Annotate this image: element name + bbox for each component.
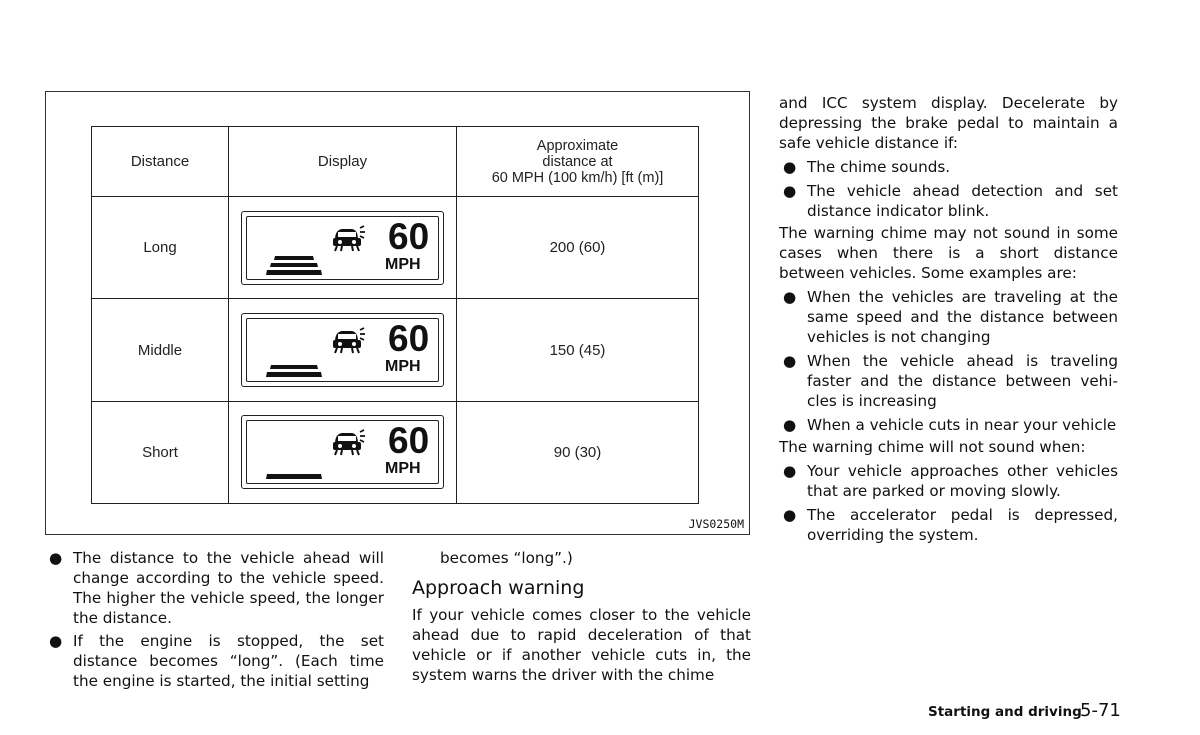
table-header-row bbox=[92, 127, 699, 197]
bullet-icon: ● bbox=[783, 158, 797, 176]
table-row-short bbox=[92, 401, 699, 503]
will-not-sound-paragraph: The warning chime will not sound when: bbox=[779, 438, 1086, 456]
bullet-icon: ● bbox=[783, 288, 797, 306]
speed-value: 60 bbox=[388, 215, 430, 257]
list-item bbox=[779, 505, 1118, 545]
bullet-text: When the vehicle ahead is traveling faster and the distance between vehi-cles is increasing bbox=[807, 352, 1118, 410]
distance-bar-icon bbox=[264, 252, 324, 280]
bullet-text: The chime sounds. bbox=[807, 158, 951, 176]
list-item bbox=[779, 157, 1118, 177]
bullet-icon: ● bbox=[783, 506, 797, 524]
icc-display-long bbox=[241, 211, 444, 285]
bullet-text: If the engine is stopped, the set distance becomes “long”. (Each time the engine is started, the initial setting bbox=[73, 632, 384, 690]
table-row-middle bbox=[92, 299, 699, 401]
header-approx-line2: distance at bbox=[542, 153, 613, 170]
bullet-text: When the vehicles are traveling at the same speed and the distance between vehicles is not changing bbox=[807, 288, 1118, 346]
vehicle-ahead-icon bbox=[332, 428, 366, 456]
bullet-icon: ● bbox=[783, 182, 797, 200]
approach-warning-paragraph: If your vehicle comes closer to the vehicle ahead due to rapid deceleration of that vehicle or if another vehicle cuts in, the system warns the driver with the chime bbox=[412, 606, 751, 684]
footer-section-title: Starting and driving bbox=[928, 704, 1082, 720]
vehicle-ahead-icon bbox=[332, 224, 366, 252]
left-column bbox=[45, 548, 384, 694]
speed-value: 60 bbox=[388, 318, 430, 360]
intro-paragraph: and ICC system display. Decelerate by depressing the brake pedal to maintain a safe vehicle distance if: bbox=[779, 94, 1118, 152]
list-item bbox=[779, 351, 1118, 411]
right-column bbox=[779, 91, 1118, 545]
distance-table bbox=[91, 126, 699, 504]
list-item bbox=[779, 415, 1118, 435]
row-label: Long bbox=[92, 197, 229, 299]
speed-unit: MPH bbox=[385, 358, 421, 376]
header-distance: Distance bbox=[92, 127, 229, 197]
display-cell bbox=[229, 299, 457, 401]
header-display: Display bbox=[229, 127, 457, 197]
distance-bar-icon bbox=[264, 354, 324, 382]
list-item bbox=[779, 287, 1118, 347]
row-label: Short bbox=[92, 401, 229, 503]
bullet-icon: ● bbox=[783, 416, 797, 434]
vehicle-ahead-icon bbox=[332, 326, 366, 354]
speed-value: 60 bbox=[388, 420, 430, 462]
list-item bbox=[779, 461, 1118, 501]
bullet-icon: ● bbox=[49, 549, 63, 567]
bullet-icon: ● bbox=[49, 632, 63, 650]
row-label: Middle bbox=[92, 299, 229, 401]
bullet-text: The accelerator pedal is depressed, overriding the system. bbox=[807, 506, 1118, 544]
row-distance: 150 (45) bbox=[457, 299, 699, 401]
distance-figure bbox=[45, 91, 750, 535]
table-row-long bbox=[92, 197, 699, 299]
distance-bar-icon bbox=[264, 456, 324, 484]
speed-unit: MPH bbox=[385, 255, 421, 273]
header-approx-line1: Approximate bbox=[536, 137, 619, 154]
may-not-sound-paragraph: The warning chime may not sound in some cases when there is a short distance between vehicles. Some examples are: bbox=[779, 224, 1118, 282]
header-approx-line3: 60 MPH (100 km/h) [ft (m)] bbox=[491, 169, 664, 186]
row-distance: 90 (30) bbox=[457, 401, 699, 503]
list-item bbox=[779, 181, 1118, 221]
continuation-text: becomes “long”.) bbox=[440, 549, 573, 567]
row-distance: 200 (60) bbox=[457, 197, 699, 299]
list-item bbox=[45, 548, 384, 628]
icc-display-short bbox=[241, 415, 444, 489]
bullet-text: Your vehicle approaches other vehicles that are parked or moving slowly. bbox=[807, 462, 1118, 500]
bullet-icon: ● bbox=[783, 352, 797, 370]
bullet-text: When a vehicle cuts in near your vehicle bbox=[807, 416, 1117, 434]
middle-column bbox=[412, 548, 751, 685]
icc-display-middle bbox=[241, 313, 444, 387]
list-item bbox=[45, 631, 384, 691]
speed-unit: MPH bbox=[385, 460, 421, 478]
figure-code: JVS0250M bbox=[688, 517, 744, 531]
section-heading: Approach warning bbox=[412, 577, 585, 599]
header-approx-distance bbox=[457, 127, 699, 197]
page-number: 5-71 bbox=[1080, 700, 1121, 721]
bullet-text: The distance to the vehicle ahead will change according to the vehicle speed. The higher the vehicle speed, the longer the distance. bbox=[73, 549, 384, 627]
bullet-text: The vehicle ahead detection and set distance indicator blink. bbox=[807, 182, 1118, 220]
display-cell bbox=[229, 197, 457, 299]
bullet-icon: ● bbox=[783, 462, 797, 480]
display-cell bbox=[229, 401, 457, 503]
